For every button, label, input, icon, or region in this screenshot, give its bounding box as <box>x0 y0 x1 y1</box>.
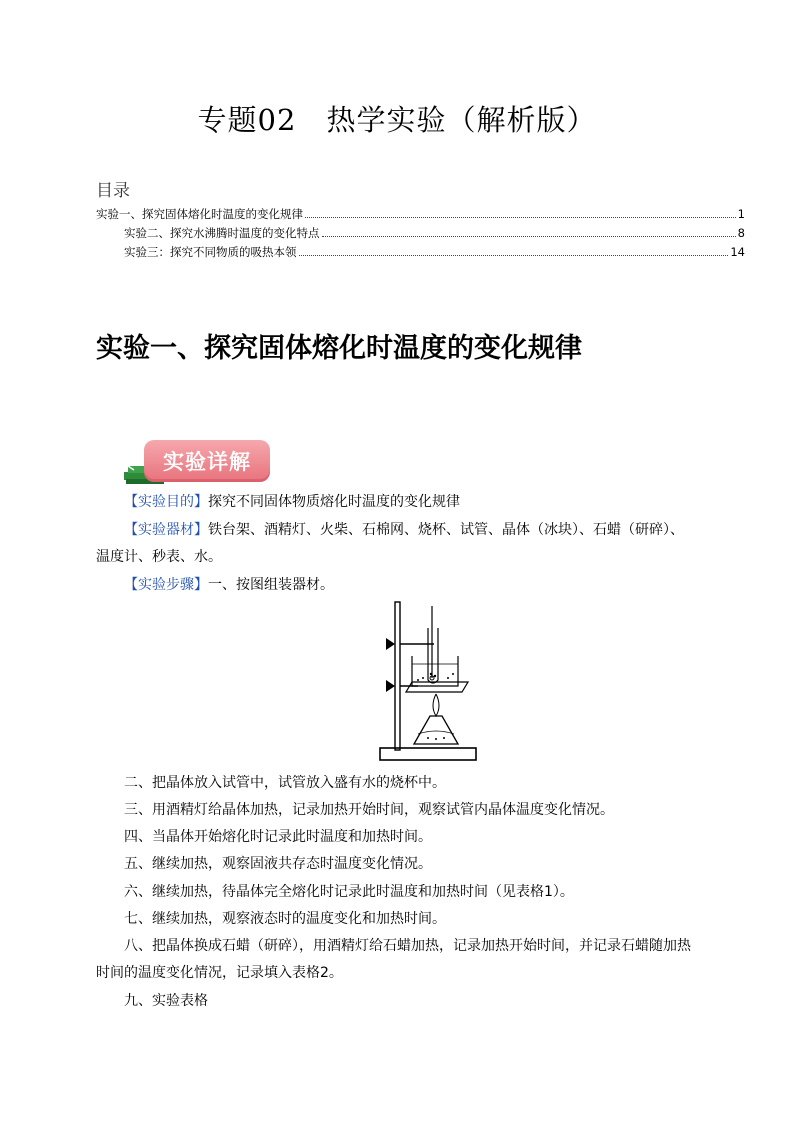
document-title: 专题02 热学实验（解析版） <box>197 103 597 137</box>
purpose-line <box>124 492 460 512</box>
equipment-tag: 【实验器材】 <box>124 522 208 538</box>
toc-item-page: 14 <box>730 245 745 259</box>
step-8: 八、把晶体换成石蜡（研碎），用酒精灯给石蜡加热，记录加热开始时间，并记录石蜡随加热 <box>124 938 691 954</box>
apparatus-figure <box>378 598 478 762</box>
toc-item-page: 8 <box>737 226 745 240</box>
equipment-text: 铁台架、酒精灯、火柴、石棉网、烧杯、试管、晶体（冰块）、石蜡（研碎）、 <box>208 522 684 538</box>
toc-item-page: 1 <box>737 207 745 221</box>
toc-item-2[interactable] <box>124 225 745 241</box>
toc-item-3[interactable] <box>124 244 745 260</box>
toc-leader <box>305 216 736 218</box>
steps-tag: 【实验步骤】 <box>124 577 208 593</box>
equipment-line-2: 温度计、秒表、水。 <box>96 549 222 565</box>
toc-item-1[interactable] <box>96 206 745 222</box>
step-9: 九、实验表格 <box>124 993 208 1009</box>
step-2: 二、把晶体放入试管中，试管放入盛有水的烧杯中。 <box>124 775 446 791</box>
equipment-line <box>124 520 684 540</box>
step-5: 五、继续加热，观察固液共存态时温度变化情况。 <box>124 856 432 872</box>
toc-leader <box>299 254 729 256</box>
purpose-text: 探究不同固体物质熔化时温度的变化规律 <box>208 494 460 510</box>
step-4: 四、当晶体开始熔化时记录此时温度和加热时间。 <box>124 829 432 845</box>
purpose-tag: 【实验目的】 <box>124 494 208 510</box>
toc-item-label: 实验二、探究水沸腾时温度的变化特点 <box>124 226 320 240</box>
section-heading: 实验一、探究固体熔化时温度的变化规律 <box>96 333 582 364</box>
steps-line <box>124 575 334 595</box>
toc-item-label: 实验三：探究不同物质的吸热本领 <box>124 245 297 259</box>
step-1: 一、按图组装器材。 <box>208 577 334 593</box>
toc-heading: 目录 <box>96 181 130 201</box>
toc-leader <box>322 235 736 237</box>
step-6: 六、继续加热，待晶体完全熔化时记录此时温度和加热时间（见表格1）。 <box>124 884 574 900</box>
step-3: 三、用酒精灯给晶体加热，记录加热开始时间，观察试管内晶体温度变化情况。 <box>124 802 614 818</box>
section-badge: 实验详解 <box>144 440 270 482</box>
toc-item-label: 实验一、探究固体熔化时温度的变化规律 <box>96 207 303 221</box>
step-7: 七、继续加热，观察液态时的温度变化和加热时间。 <box>124 911 446 927</box>
step-8-cont: 时间的温度变化情况，记录填入表格2。 <box>96 965 343 981</box>
